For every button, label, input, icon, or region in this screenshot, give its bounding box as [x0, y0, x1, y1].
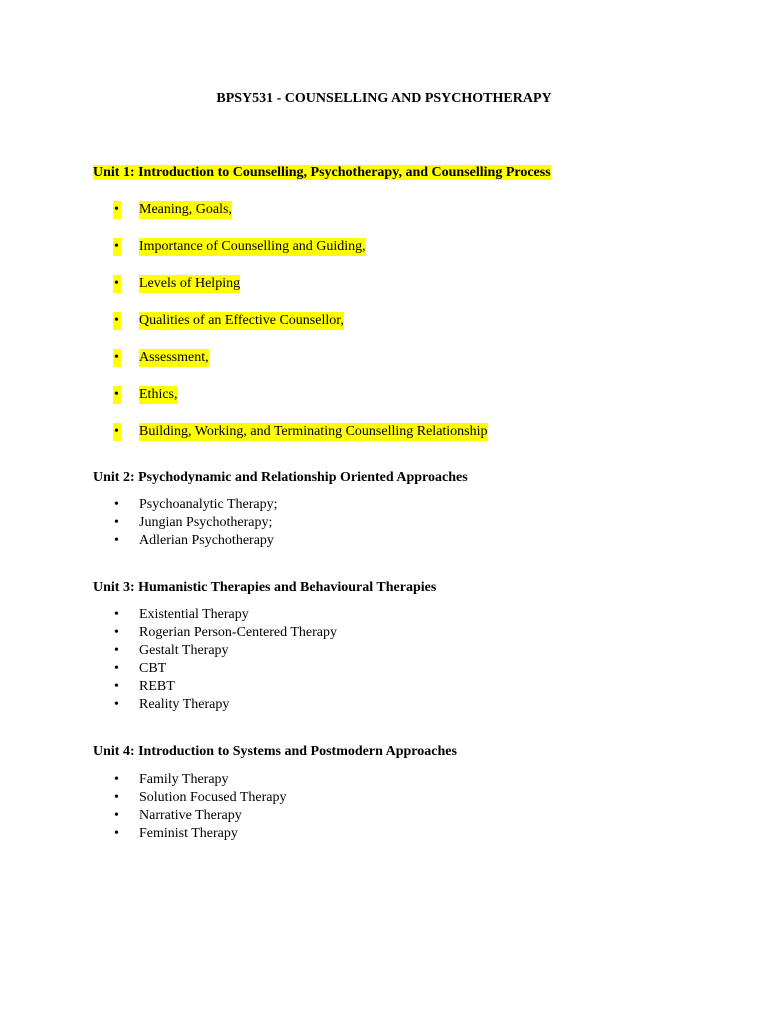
bullet-icon: • — [114, 826, 119, 841]
list-item-text: Qualities of an Effective Counsellor, — [139, 313, 344, 328]
list-item — [0, 771, 768, 789]
list-item — [0, 386, 768, 404]
unit-3-topic-list — [0, 606, 768, 714]
list-item — [0, 312, 768, 330]
list-item-text: Levels of Helping — [139, 276, 241, 291]
unit-4-topic-list — [0, 771, 768, 843]
bullet-icon: • — [114, 202, 119, 217]
bullet-icon: • — [114, 387, 119, 402]
list-item — [0, 349, 768, 367]
unit-2-heading: Unit 2: Psychodynamic and Relationship Oriented Approaches — [93, 470, 468, 485]
bullet-icon: • — [114, 239, 119, 254]
list-item-text: Reality Therapy — [139, 697, 230, 712]
list-item — [0, 624, 768, 642]
list-item — [0, 660, 768, 678]
bullet-icon: • — [114, 350, 119, 365]
list-item-text: Building, Working, and Terminating Counselling Relationship — [139, 424, 488, 439]
bullet-icon: • — [114, 661, 119, 676]
bullet-icon: • — [114, 808, 119, 823]
list-item-text: REBT — [139, 679, 175, 694]
list-item — [0, 423, 768, 441]
list-item-text: CBT — [139, 661, 167, 676]
list-item-text: Adlerian Psychotherapy — [139, 533, 274, 548]
list-item-text: Gestalt Therapy — [139, 643, 229, 658]
list-item-text: Meaning, Goals, — [139, 202, 232, 217]
bullet-icon: • — [114, 790, 119, 805]
bullet-icon: • — [114, 772, 119, 787]
unit-1-heading-text: Unit 1: Introduction to Counselling, Psychotherapy, and Counselling Process — [93, 165, 551, 180]
list-item — [0, 514, 768, 532]
bullet-icon: • — [114, 424, 119, 439]
list-item-text: Importance of Counselling and Guiding, — [139, 239, 366, 254]
list-item — [0, 678, 768, 696]
list-item-text: Assessment, — [139, 350, 209, 365]
list-item-text: Existential Therapy — [139, 607, 249, 622]
unit-1-topic-list — [0, 201, 768, 460]
list-item — [0, 807, 768, 825]
bullet-icon: • — [114, 515, 119, 530]
list-item-text: Ethics, — [139, 387, 178, 402]
list-item — [0, 789, 768, 807]
bullet-icon: • — [114, 697, 119, 712]
list-item-text: Feminist Therapy — [139, 826, 238, 841]
unit-4-heading: Unit 4: Introduction to Systems and Postmodern Approaches — [93, 744, 457, 759]
list-item — [0, 606, 768, 624]
bullet-icon: • — [114, 276, 119, 291]
list-item-text: Family Therapy — [139, 772, 229, 787]
bullet-icon: • — [114, 533, 119, 548]
bullet-icon: • — [114, 497, 119, 512]
list-item — [0, 696, 768, 714]
bullet-icon: • — [114, 643, 119, 658]
bullet-icon: • — [114, 625, 119, 640]
unit-2-topic-list — [0, 496, 768, 550]
list-item-text: Psychoanalytic Therapy; — [139, 497, 278, 512]
list-item-text: Solution Focused Therapy — [139, 790, 287, 805]
bullet-icon: • — [114, 679, 119, 694]
unit-1-heading — [93, 164, 551, 182]
list-item — [0, 532, 768, 550]
bullet-icon: • — [114, 313, 119, 328]
document-title: BPSY531 - COUNSELLING AND PSYCHOTHERAPY — [216, 91, 552, 106]
list-item — [0, 238, 768, 256]
list-item — [0, 642, 768, 660]
list-item — [0, 275, 768, 293]
list-item — [0, 201, 768, 219]
list-item-text: Rogerian Person-Centered Therapy — [139, 625, 338, 640]
list-item — [0, 496, 768, 514]
bullet-icon: • — [114, 607, 119, 622]
list-item-text: Jungian Psychotherapy; — [139, 515, 273, 530]
list-item-text: Narrative Therapy — [139, 808, 242, 823]
list-item — [0, 825, 768, 843]
unit-3-heading: Unit 3: Humanistic Therapies and Behavioural Therapies — [93, 580, 437, 595]
